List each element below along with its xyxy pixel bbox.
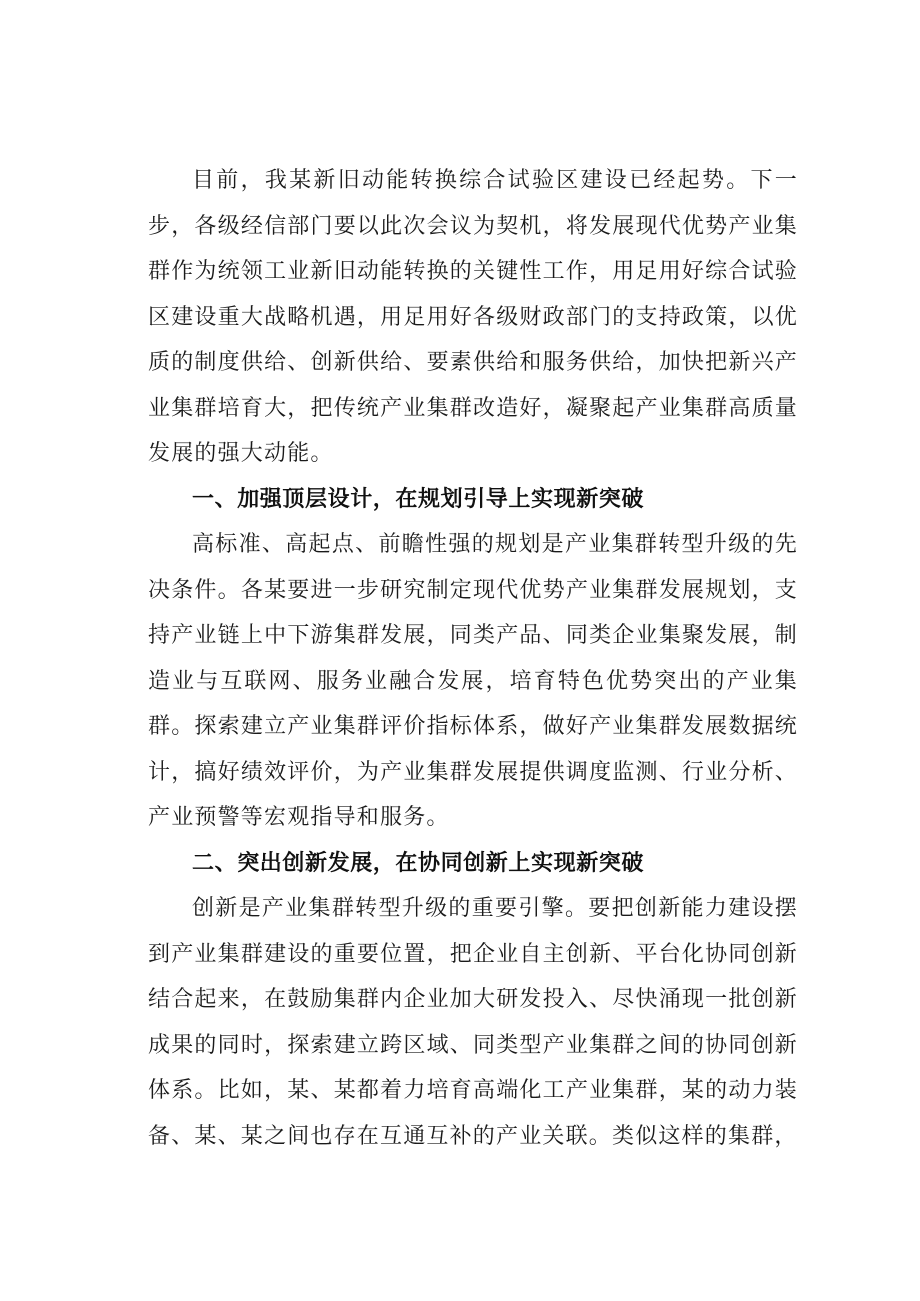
intro-paragraph: 目前，我某新旧动能转换综合试验区建设已经起势。下一步，各级经信部门要以此次会议为契机，将发展现代优势产业集群作为统领工业新旧动能转换的关键性工作，用足用好综合试验区建设重大战略机遇，用足用好各级财政部门的支持政策，以优质的制度供给、创新供给、要素供给和服务供给，加快把新兴产业集群培育大，把传统产业集群改造好，凝聚起产业集群高质量发展的强大动能。 [148, 168, 798, 466]
section-1-paragraph: 高标准、高起点、前瞻性强的规划是产业集群转型升级的先决条件。各某要进一步研究制定现代优势产业集群发展规划，支持产业链上中下游集群发展，同类产品、同类企业集聚发展，制造业与互联网、服务业融合发展，培育特色优势突出的产业集群。探索建立产业集群评价指标体系，做好产业集群发展数据统计，搞好绩效评价，为产业集群发展提供调度监测、行业分析、产业预警等宏观指导和服务。 [148, 532, 798, 830]
section-1-heading: 一、加强顶层设计，在规划引导上实现新突破 [192, 486, 645, 512]
document-body [148, 158, 798, 1159]
section-2-paragraph: 创新是产业集群转型升级的重要引擎。要把创新能力建设摆到产业集群建设的重要位置，把企业自主创新、平台化协同创新结合起来，在鼓励集群内企业加大研发投入、尽快涌现一批创新成果的同时，探索建立跨区域、同类型产业集群之间的协同创新体系。比如，某、某都着力培育高端化工产业集群，某的动力装备、某、某之间也存在互通互补的产业关联。类似这样的集群， [148, 896, 798, 1149]
section-2-heading: 二、突出创新发展，在协同创新上实现新突破 [192, 850, 645, 876]
